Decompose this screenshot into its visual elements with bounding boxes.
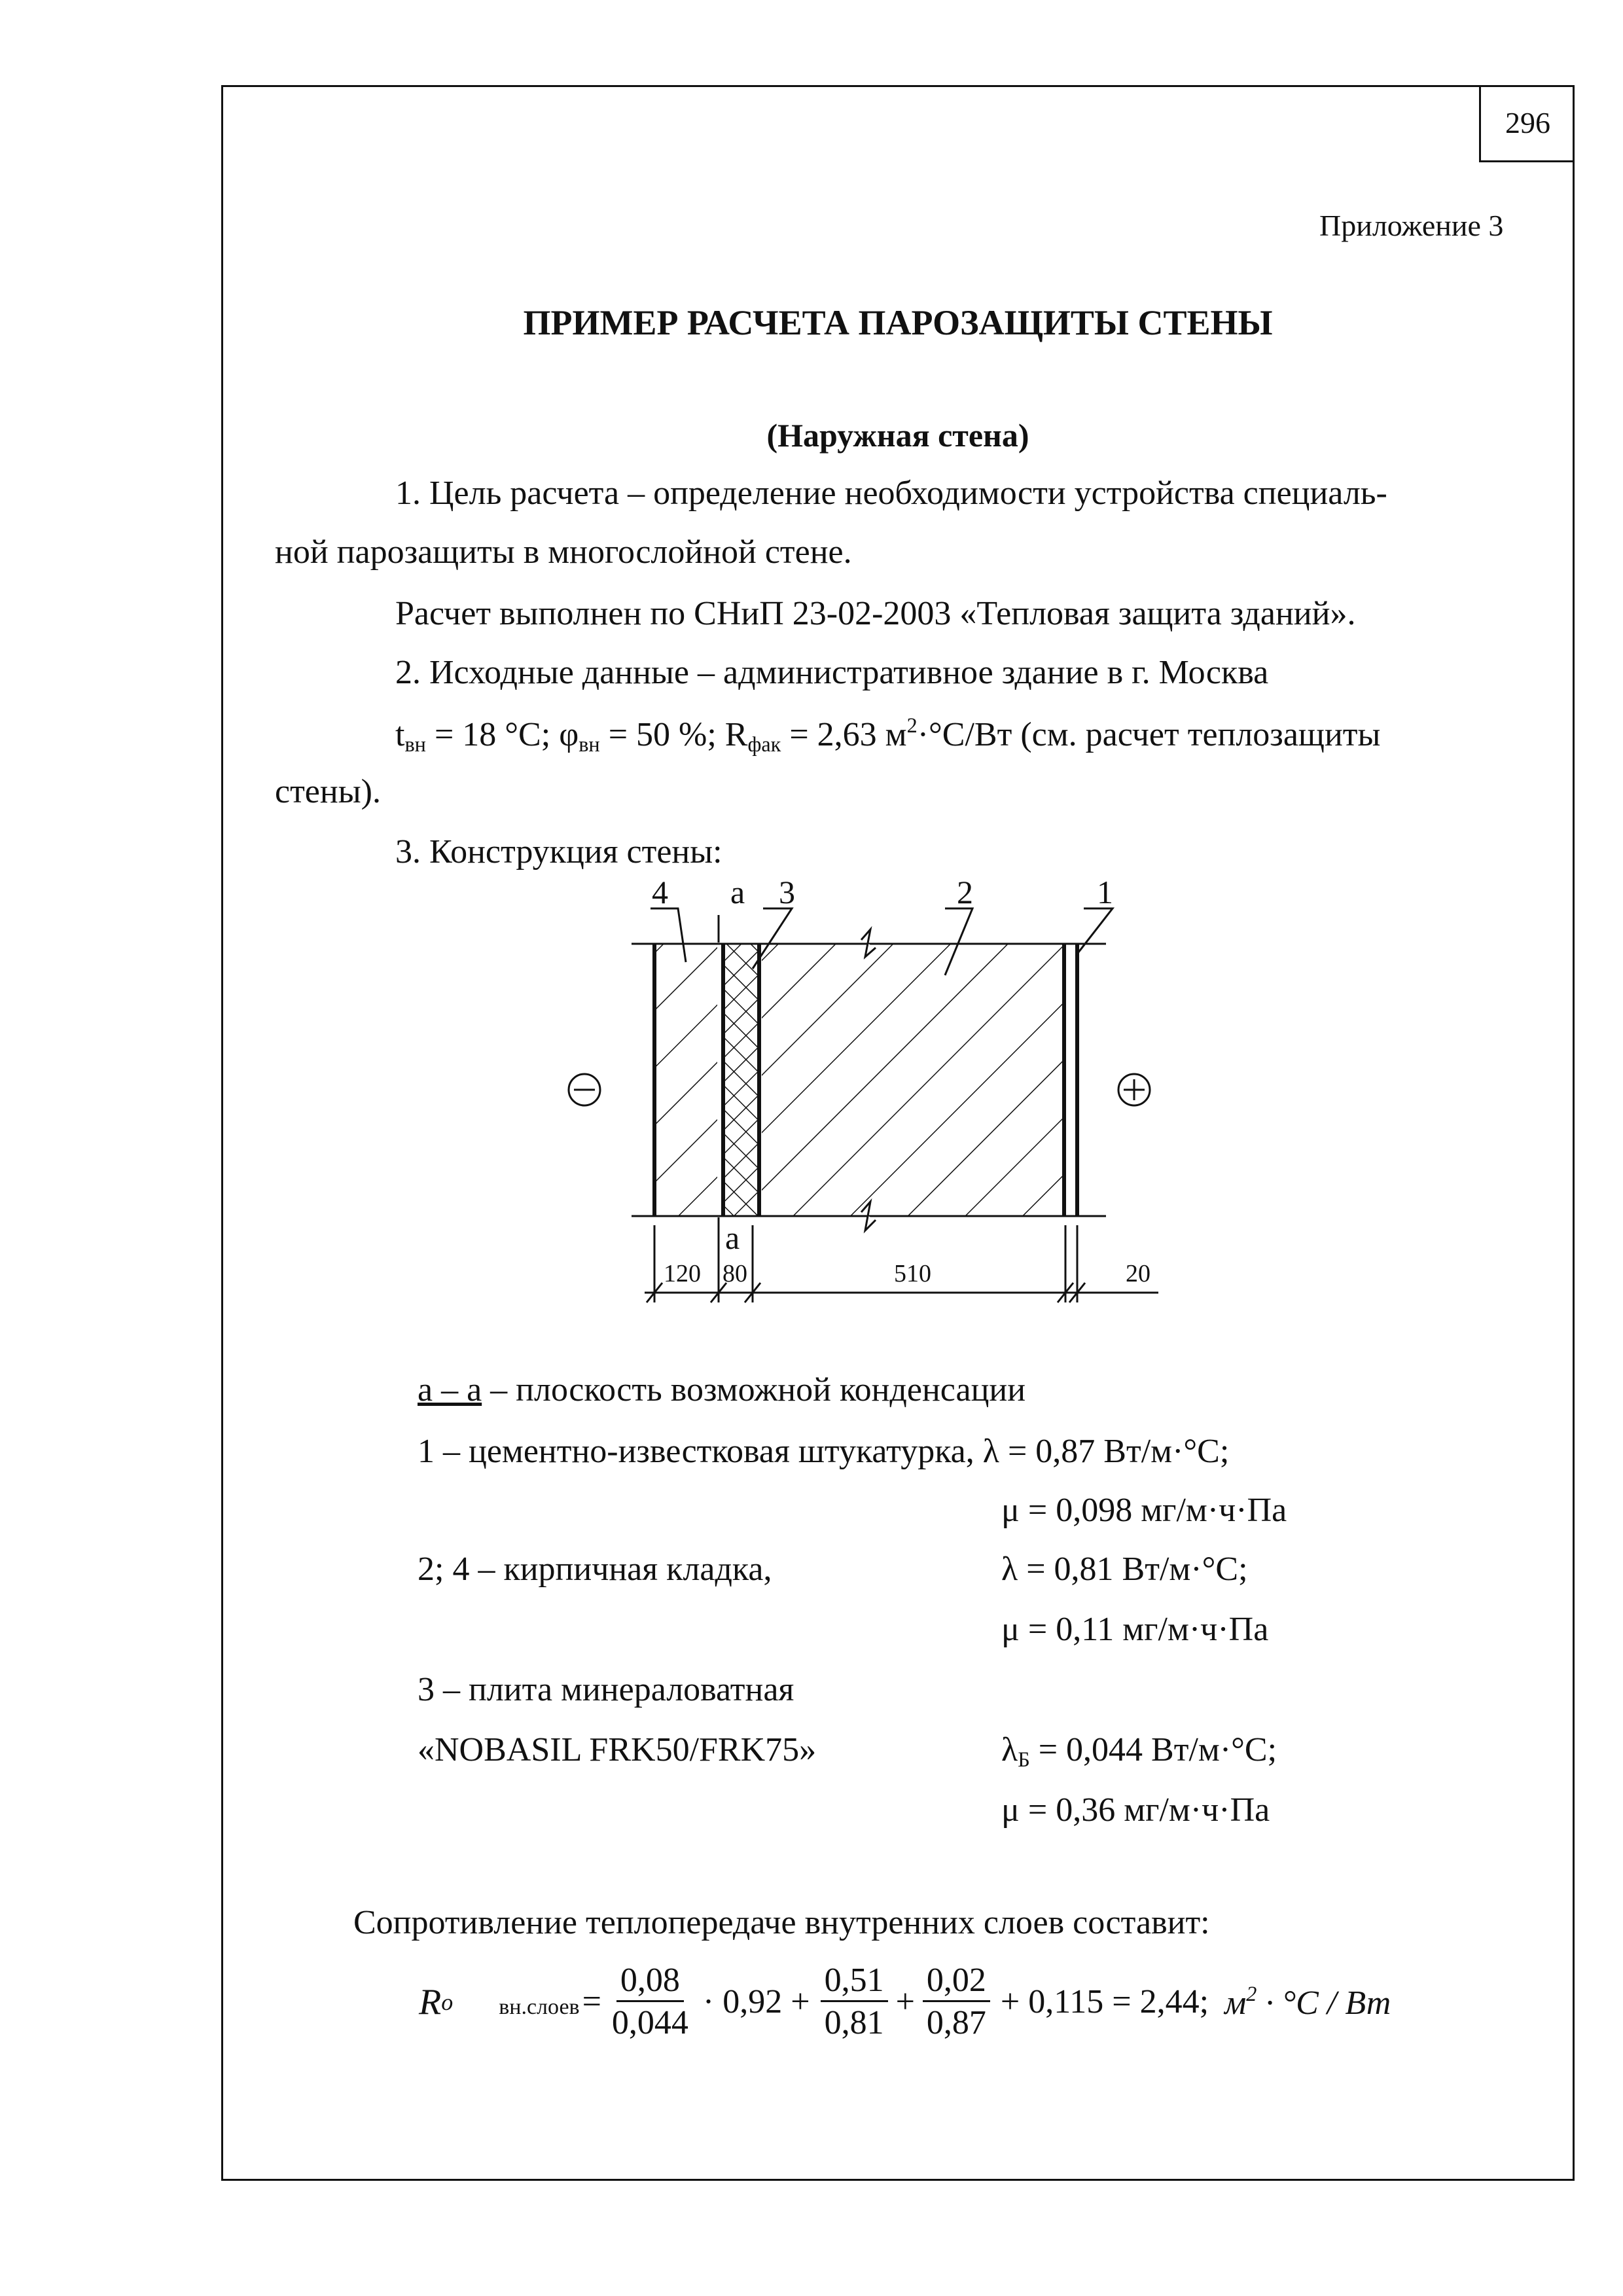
legend-aa: а – а – плоскость возможной конденсации (418, 1371, 1026, 1408)
page-number: 296 (1479, 85, 1575, 162)
section1-line3: Расчет выполнен по СНиП 23-02-2003 «Тепловая защита зданий». (395, 595, 1356, 632)
resistance-heading: Сопротивление теплопередаче внутренних слоев составит: (353, 1904, 1210, 1941)
label-section-a-bottom: a (725, 1219, 740, 1256)
dim-20: 20 (1126, 1260, 1150, 1287)
dim-120: 120 (664, 1260, 701, 1287)
appendix-label: Приложение 3 (1319, 209, 1504, 242)
legend-layer-2-4: 2; 4 – кирпичная кладка, (418, 1551, 772, 1588)
layer-4-brick (654, 944, 717, 1216)
legend-layer-2-4-mu: μ = 0,11 мг/м·ч·Па (1001, 1611, 1269, 1648)
layer-3-insulation (723, 944, 757, 1216)
label-layer-2: 2 (957, 874, 973, 910)
section2-params: $t_{вн} = 18$ °С; $\varphi_{вн} = 50$ %; $R_{фак} = 2,63$ $м^2\cdot^\circ С/Вт$ (см. расчет теплозащиты (395, 713, 1381, 756)
dim-510: 510 (894, 1260, 931, 1287)
section1-line2: ной парозащиты в многослойной стене. (275, 533, 852, 571)
section2-cont: стены). (275, 773, 381, 810)
layer-2-brick (762, 944, 1064, 1216)
label-layer-3: 3 (779, 874, 795, 910)
section2-heading: 2. Исходные данные – административное здание в г. Москва (395, 654, 1269, 691)
fraction-1: $\frac{0,08}{0,044}$ (611, 1962, 688, 2041)
label-layer-4: 4 (652, 874, 668, 910)
section1-line1: 1. Цель расчета – определение необходимости устройства специаль- (395, 475, 1387, 512)
legend-layer-2-4-lambda: λ = 0,81 Вт/м·°С; (1001, 1551, 1248, 1588)
fraction-3: $\frac{0,02}{0,87}$ (923, 1964, 990, 2040)
wall-layers (632, 915, 1106, 1246)
label-layer-1: 1 (1097, 874, 1113, 910)
resistance-formula: R о вн.слоев = $\frac{0,08}{0,044}$ · 0,92 + $\frac{0,51}{0,81}$ + $\frac{0,02}{0,87}$ + 0,115 = 2,44; $м^2 \cdot ^\circ C$ / Вт (419, 1962, 1391, 2041)
legend-layer-1: 1 – цементно-известковая штукатурка, λ = 0,87 Вт/м·°С; (418, 1433, 1230, 1470)
plus-side-icon (1118, 1074, 1150, 1105)
legend-layer-1-mu: μ = 0,098 мг/м·ч·Па (1001, 1492, 1287, 1529)
legend-layer-3-mu: μ = 0,36 мг/м·ч·Па (1001, 1791, 1270, 1829)
legend-layer-3-name: «NOBASIL FRK50/FRK75» (418, 1731, 817, 1768)
section3-heading: 3. Конструкция стены: (395, 833, 722, 870)
fraction-2: $\frac{0,51}{0,81}$ (821, 1964, 888, 2040)
minus-side-icon (569, 1074, 600, 1105)
dim-80: 80 (722, 1260, 747, 1287)
page-title: ПРИМЕР РАСЧЕТА ПАРОЗАЩИТЫ СТЕНЫ (523, 303, 1273, 342)
legend-layer-3-lambda: $\lambda_Б = 0,044$ Вт/м·°С; (1001, 1731, 1277, 1772)
label-section-a-top: a (730, 874, 745, 910)
page-subtitle: (Наружная стена) (766, 417, 1029, 454)
legend-layer-3: 3 – плита минераловатная (418, 1671, 794, 1708)
